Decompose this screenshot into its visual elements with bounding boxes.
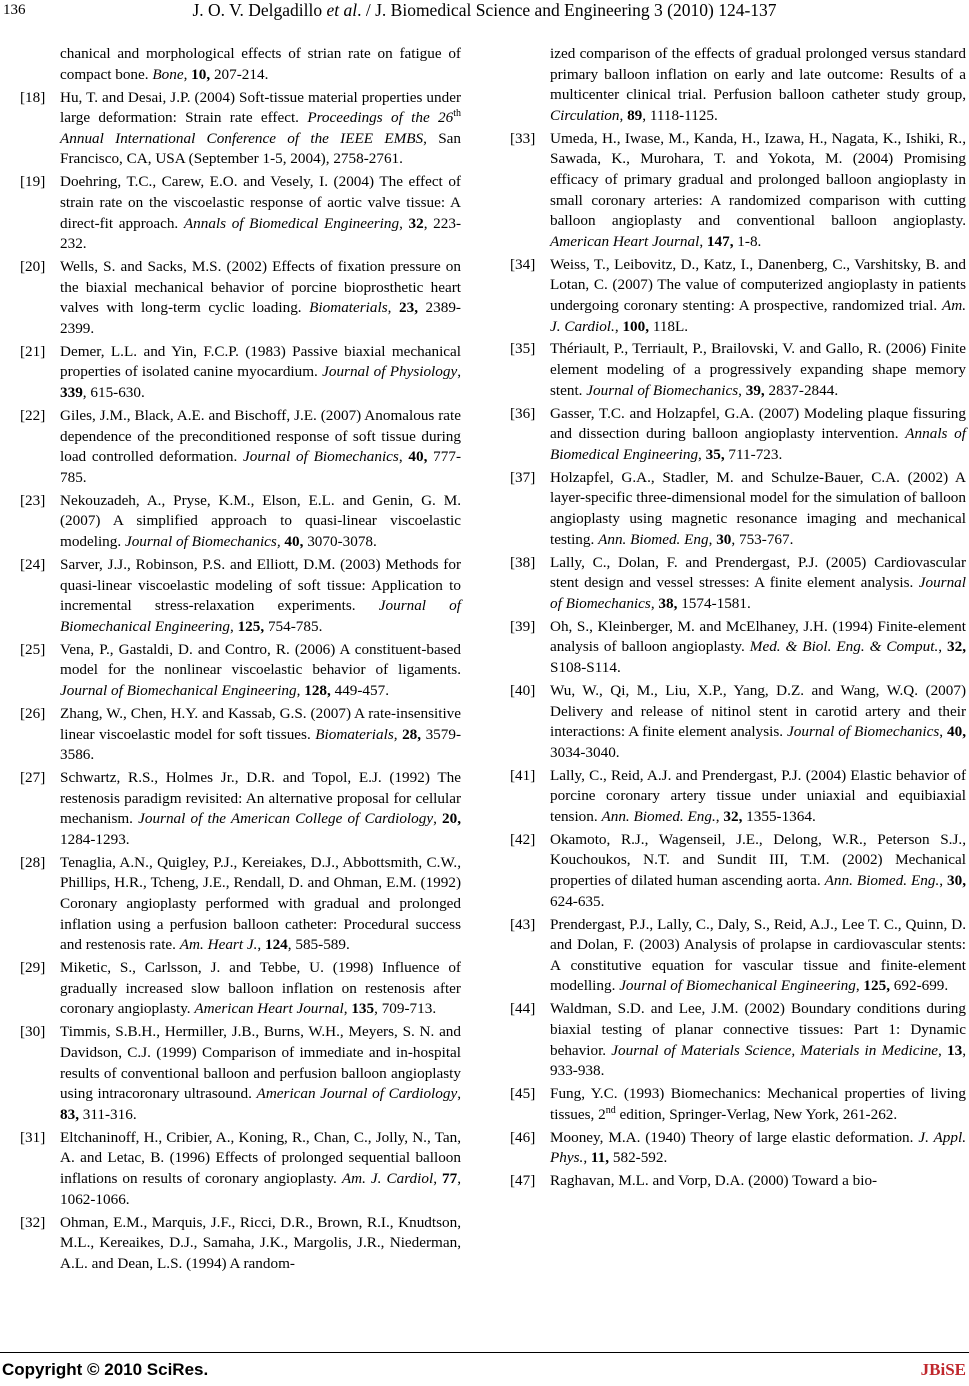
- reference-entry: [20, 257, 461, 339]
- reference-text: 3070-3078.: [303, 533, 377, 550]
- reference-text: ,: [738, 381, 746, 399]
- reference-entry: [510, 766, 966, 828]
- reference-text: ,: [393, 725, 403, 743]
- reference-volume: 128,: [304, 681, 331, 699]
- reference-volume: 39,: [745, 381, 765, 399]
- reference-source: Journal of Biomechanics: [550, 574, 966, 612]
- reference-text: chanical and morphological effects of strian rate on fatigue of compact bone.: [60, 45, 461, 83]
- reference-entry: [510, 468, 966, 550]
- reference-number: [22]: [20, 407, 46, 425]
- reference-entry: [20, 958, 461, 1020]
- reference-text: 777-785.: [60, 448, 461, 486]
- reference-source: Ann. Biomed. Eng.: [824, 872, 940, 890]
- reference-number: [30]: [20, 1023, 46, 1041]
- reference-text: Giles, J.M., Black, A.E. and Bischoff, J.E. (2007) Anomalous rate dependence of the preconditioned response of soft tissue during load controlled deformation.: [60, 407, 461, 466]
- reference-text: Nekouzadeh, A., Pryse, K.M., Elson, E.L. and Genin, G. M. (2007) A simplified approach to quasi-linear viscoelastic modeling.: [60, 491, 461, 550]
- reference-volume: 89: [627, 106, 643, 124]
- reference-entry: [20, 640, 461, 702]
- reference-volume: 32,: [723, 807, 743, 825]
- reference-number: [40]: [510, 681, 536, 699]
- reference-volume: 83,: [60, 1105, 79, 1123]
- reference-volume: 125,: [863, 977, 890, 995]
- reference-text: ,: [938, 1041, 948, 1059]
- reference-number: [36]: [510, 404, 536, 422]
- reference-source: Journal of Materials Science, Materials in Medicine: [611, 1041, 939, 1059]
- reference-number: [32]: [20, 1213, 46, 1231]
- reference-source: American Heart Journal: [550, 232, 700, 250]
- reference-entry: [510, 617, 966, 679]
- references-right-column: [510, 44, 966, 1194]
- reference-number: [34]: [510, 255, 536, 273]
- reference-entry: [20, 342, 461, 404]
- reference-entry: [510, 1128, 966, 1169]
- reference-source: Bone: [152, 65, 184, 83]
- reference-text: Miketic, S., Carlsson, J. and Tebbe, U. (1998) Influence of gradually increased slow balloon inflation on restenosis after coronary angioplasty.: [60, 959, 461, 1018]
- reference-text: Ohman, E.M., Marquis, J.F., Ricci, D.R., Brown, R.I., Knudtson, M.L., Kereaikes, D.J., Samaha, J.K., Margolis, J.R., Niederman, A.L. and Dean, L.S. (1994) A random-: [60, 1213, 461, 1272]
- reference-text: 711-723.: [724, 445, 783, 463]
- reference-entry: [20, 704, 461, 766]
- reference-number: [28]: [20, 853, 46, 871]
- reference-text: S108-S114.: [550, 658, 621, 676]
- reference-text: ,: [614, 317, 623, 335]
- reference-entry: [20, 853, 461, 956]
- reference-source: Journal of Biomechanics,: [124, 533, 281, 550]
- reference-number: [42]: [510, 830, 536, 848]
- reference-text: Prendergast, P.J., Lally, C., Daly, S., Reid, A.J., Lee T. C., Quinn, D. and Dolan, F. (2003) Analysis of prolapse in cardiovascular stents: A constitutive equation for vascular tissue and finite-element modelling.: [550, 915, 966, 995]
- reference-text: 449-457.: [330, 681, 390, 699]
- reference-text: Umeda, H., Iwase, M., Kanda, H., Izawa, H., Nagata, K., Ishiki, R., Sawada, K., Murohara, T. and Yokota, M. (2004) Promising efficacy of primary gradual and prolonged balloon angioplasty in small coronary arteries: A randomized comparison with cutting balloon angioplasty and conventional balloon angioplasty.: [550, 129, 966, 230]
- reference-text: 311-316.: [78, 1105, 137, 1123]
- reference-text: Mooney, M.A. (1940) Theory of large elastic deformation.: [550, 1128, 919, 1146]
- reference-number: [25]: [20, 640, 46, 658]
- reference-entry: [510, 255, 966, 337]
- reference-volume: 30,: [947, 872, 966, 890]
- reference-entry: [20, 1128, 461, 1210]
- reference-number: [26]: [20, 704, 46, 722]
- reference-text: , 753-767.: [731, 530, 794, 548]
- reference-text: Vena, P., Gastaldi, D. and Contro, R. (2006) A constituent-based model for the nonlinear viscoelastic behavior of ligaments.: [60, 640, 461, 679]
- reference-source: Ann. Biomed. Eng.: [601, 807, 716, 825]
- reference-text: , 223-232.: [60, 214, 462, 253]
- reference-text: Raghavan, M.L. and Vorp, D.A. (2000) Toward a bio-: [550, 1172, 878, 1190]
- reference-text: Sarver, J.J., Robinson, P.S. and Elliott, D.M. (2003) Methods for quasi-linear viscoelastic modeling of soft tissue: Application to incremental stress-relaxation experiments.: [60, 555, 461, 615]
- reference-volume: 32: [408, 214, 424, 232]
- reference-volume: 40,: [947, 723, 966, 741]
- reference-text: Lally, C., Dolan, F. and Prendergast, P.J. (2005) Cardiovascular stent design and vessel stresses: A finite element analysis.: [550, 553, 966, 592]
- reference-number: [24]: [20, 555, 46, 573]
- reference-text: Gasser, T.C. and Holzapfel, G.A. (2007) Modeling plaque fissuring and dissection during balloon angioplasty intervention.: [550, 404, 966, 443]
- reference-source: Journal of the American College of Cardiology: [138, 810, 434, 828]
- reference-text: 692-699.: [889, 977, 949, 995]
- reference-source: Am. Heart J.: [179, 936, 258, 954]
- reference-source: American Heart Journal: [194, 1000, 344, 1018]
- reference-source: Circulation: [550, 106, 620, 124]
- reference-text: ,: [619, 106, 628, 124]
- reference-volume: 135: [351, 1000, 375, 1018]
- reference-number: [43]: [510, 915, 536, 933]
- reference-entry: [20, 406, 461, 488]
- journal-logo-text: JBiSE: [920, 1360, 966, 1379]
- reference-source: Journal of Biomechanics: [787, 723, 940, 741]
- reference-text: 3579-3586.: [60, 725, 461, 764]
- reference-entry: [510, 553, 966, 615]
- running-head-journal: . / J. Biomedical Science and Engineering 3 (2010) 124-137: [357, 0, 777, 20]
- reference-text: ,: [296, 681, 305, 699]
- reference-number: [33]: [510, 129, 536, 147]
- reference-text: ,: [583, 1149, 591, 1167]
- reference-source: Annals of Biomedical Engineering: [183, 214, 400, 232]
- reference-number: [38]: [510, 553, 536, 571]
- reference-text: , 933-938.: [550, 1041, 966, 1080]
- reference-text: ,: [699, 232, 707, 250]
- reference-text: ,: [183, 65, 192, 83]
- reference-number: [21]: [20, 342, 46, 360]
- reference-entry: [510, 1084, 966, 1125]
- reference-text: Zhang, W., Chen, H.Y. and Kassab, G.S. (2007) A rate-insensitive linear viscoelastic model for soft tissues.: [60, 704, 461, 743]
- reference-text: Tenaglia, A.N., Quigley, P.J., Kereiakes, D.J., Abbottsmith, C.W., Phillips, H.R., Tcheng, J.E., Rendall, D. and Ohman, E.M. (1992) Coronary angioplasty performed with gradual and prolonged inflation using a perfusion balloon catheter: Procedural success and restenosis rate.: [60, 853, 461, 954]
- reference-text: ,: [398, 448, 409, 466]
- reference-entry: [510, 1171, 966, 1192]
- reference-entry: [20, 768, 461, 850]
- reference-text: , 1062-1066.: [60, 1169, 461, 1208]
- reference-text: edition, Springer-Verlag, New York, 261-262.: [615, 1105, 898, 1123]
- reference-number: [44]: [510, 1000, 536, 1018]
- reference-text: ,: [698, 445, 706, 463]
- reference-text: 2389-2399.: [60, 299, 461, 337]
- reference-entry: [20, 172, 461, 254]
- reference-text: 3034-3040.: [550, 743, 620, 761]
- reference-number: [31]: [20, 1128, 46, 1146]
- reference-text: 118L.: [649, 317, 689, 335]
- reference-number: [47]: [510, 1172, 536, 1190]
- reference-source: Journal of Biomechanical Engineering: [60, 681, 297, 699]
- reference-text: ,: [938, 638, 948, 656]
- reference-continuation: [20, 44, 461, 85]
- reference-entry: [20, 555, 461, 637]
- reference-number: [19]: [20, 173, 46, 191]
- reference-volume: 100,: [622, 317, 650, 335]
- reference-text: ,: [939, 723, 947, 741]
- reference-text: Oh, S., Kleinberger, M. and McElhaney, J.H. (1994) Finite-element analysis of balloon angioplasty.: [550, 617, 966, 656]
- reference-text: ,: [855, 977, 864, 995]
- reference-volume: 11,: [590, 1149, 610, 1167]
- reference-text: Wells, S. and Sacks, M.S. (2002) Effects of fixation pressure on the biaxial mechanical behavior of porcine bioprosthetic heart valves with long-term cyclic loading.: [60, 258, 461, 317]
- reference-text: ,: [399, 214, 409, 232]
- reference-number: [41]: [510, 766, 536, 784]
- reference-entry: [510, 404, 966, 466]
- reference-entry: [20, 88, 461, 170]
- reference-volume: 35,: [705, 445, 725, 463]
- reference-text: th: [453, 108, 461, 120]
- reference-text: , 709-713.: [374, 1000, 437, 1018]
- reference-number: [46]: [510, 1128, 536, 1146]
- reference-entry: [20, 1022, 461, 1125]
- reference-entry: [510, 129, 966, 253]
- reference-volume: 40,: [408, 448, 428, 466]
- reference-text: ,: [433, 810, 443, 828]
- reference-text: Doehring, T.C., Carew, E.O. and Vesely, I. (2004) The effect of strain rate on the viscoelastic response of aortic valve tissue: A direct-fit approach.: [60, 173, 461, 232]
- reference-number: [20]: [20, 258, 46, 276]
- reference-number: [37]: [510, 468, 536, 486]
- reference-source: Journal of Physiology: [322, 363, 458, 381]
- reference-text: Okamoto, R.J., Wagenseil, J.E., Delong, W.R., Peterson S.J., Kouchoukos, N.T. and Sundit III, T.M. (2002) Mechanical properties of dilated human ascending aorta.: [550, 830, 966, 890]
- reference-source: Am. J. Cardiol.: [550, 296, 966, 335]
- reference-entry: [510, 915, 966, 997]
- reference-text: Demer, L.L. and Yin, F.C.P. (1983) Passive biaxial mechanical properties of isolated canine myocardium.: [60, 342, 461, 381]
- reference-text: ,: [257, 936, 265, 954]
- reference-volume: 20,: [442, 810, 462, 828]
- reference-text: Lally, C., Reid, A.J. and Prendergast, P.J. (2004) Elastic behavior of porcine coronary artery tissue under uniaxial and equibiaxial tension.: [550, 766, 966, 825]
- reference-volume: 38,: [658, 594, 678, 612]
- reference-text: 624-635.: [550, 892, 605, 910]
- reference-text: ,: [457, 363, 461, 381]
- reference-number: [35]: [510, 340, 536, 358]
- reference-source: Annual International Conference of the IEEE EMBS: [60, 129, 424, 147]
- reference-volume: 77: [442, 1169, 458, 1187]
- reference-text: Thériault, P., Terriault, P., Brailovski, V. and Gallo, R. (2006) Finite element modeling of a progressively expanding shape memory stent.: [550, 340, 966, 399]
- footer-divider: [0, 1352, 969, 1353]
- reference-text: Wu, W., Qi, M., Liu, X.P., Yang, D.Z. and Wang, W.Q. (2007) Delivery and release of nitinol stent in carotid artery and their interactions: A finite element analysis.: [550, 681, 966, 741]
- reference-number: [23]: [20, 491, 46, 509]
- reference-volume: 28,: [402, 725, 422, 743]
- reference-text: ,: [939, 872, 948, 890]
- reference-text: Weiss, T., Leibovitz, D., Katz, I., Danenberg, C., Varshitsky, B. and Lotan, C. (2007) The value of computerized angioplasty in patients undergoing coronary stenting: A prospective, randomized trial.: [550, 255, 966, 314]
- reference-text: ized comparison of the effects of gradual prolonged versus standard primary balloon inflation on early and late outcome: Results of a multicenter clinical trial. Perfusion balloon catheter study group,: [550, 45, 966, 104]
- reference-text: Waldman, S.D. and Lee, J.M. (2002) Boundary conditions during biaxial testing of planar connective tissues: Part 1: Dynamic behavior.: [550, 1000, 966, 1059]
- running-head-authors: J. O. V. Delgadillo: [192, 0, 327, 20]
- reference-volume: 125,: [237, 617, 265, 635]
- reference-volume: 147,: [706, 232, 734, 250]
- reference-text: 1574-1581.: [677, 594, 751, 612]
- reference-source: Annals of Biomedical Engineering: [550, 425, 966, 463]
- reference-volume: 30: [716, 530, 732, 548]
- reference-text: 2837-2844.: [764, 381, 839, 399]
- reference-source: J. Appl. Phys.: [550, 1128, 966, 1167]
- reference-number: [18]: [20, 88, 46, 106]
- reference-source: Journal of Biomechanical Engineering: [619, 977, 856, 995]
- reference-entry: [510, 830, 966, 912]
- reference-volume: 124: [264, 936, 288, 954]
- reference-continuation: [510, 44, 966, 126]
- copyright-notice: Copyright © 2010 SciRes.: [2, 1360, 209, 1379]
- reference-source: Ann. Biomed. Eng: [598, 530, 709, 548]
- reference-text: 1284-1293.: [60, 830, 130, 848]
- reference-text: 582-592.: [609, 1149, 668, 1167]
- reference-source: Biomaterials: [315, 725, 394, 743]
- references-left-column: [20, 44, 461, 1277]
- reference-entry: [510, 999, 966, 1081]
- reference-text: ,: [343, 1000, 352, 1018]
- reference-entry: [20, 491, 461, 553]
- reference-text: ,: [433, 1169, 443, 1187]
- reference-source: Journal of Biomechanics: [243, 448, 399, 466]
- reference-text: ,: [650, 594, 659, 612]
- reference-entry: [510, 339, 966, 401]
- reference-volume: 13: [947, 1041, 963, 1059]
- page-number: 136: [3, 2, 26, 18]
- reference-text: 1355-1364.: [742, 807, 816, 825]
- reference-source: American Journal of Cardiology: [256, 1085, 458, 1103]
- reference-text: Hu, T. and Desai, J.P. (2004) Soft-tissue material properties under large deformation: Strain rate effect.: [60, 88, 461, 127]
- reference-entry: [20, 1213, 461, 1275]
- reference-source: Journal of Biomechanical Engineering: [60, 597, 462, 635]
- reference-volume: 339: [60, 384, 83, 402]
- reference-text: ,: [387, 299, 399, 317]
- reference-volume: 23,: [399, 299, 418, 317]
- reference-number: [29]: [20, 959, 46, 977]
- reference-text: 207-214.: [210, 65, 269, 83]
- reference-text: , 1118-1125.: [642, 106, 718, 124]
- reference-text: ,: [715, 807, 724, 825]
- reference-text: ,: [457, 1085, 461, 1103]
- reference-source: Journal of Biomechanics: [586, 381, 739, 399]
- reference-text: 1-8.: [733, 232, 762, 250]
- reference-source: Med. & Biol. Eng. & Comput.: [749, 638, 939, 656]
- reference-text: , 585-589.: [287, 936, 350, 954]
- reference-number: [45]: [510, 1085, 536, 1103]
- reference-number: [39]: [510, 617, 536, 635]
- reference-source: Am. J. Cardiol: [341, 1169, 434, 1187]
- running-head: [0, 0, 969, 21]
- reference-volume: 40,: [284, 533, 304, 550]
- reference-text: ,: [708, 530, 717, 548]
- reference-volume: 32,: [947, 638, 967, 656]
- reference-volume: 10,: [191, 65, 211, 83]
- reference-source: Proceedings of the 26: [307, 109, 454, 127]
- reference-text: Holzapfel, G.A., Stadler, M. and Schulze-Bauer, C.A. (2002) A layer-specific three-dimensional model for the simulation of balloon angioplasty using magnetic resonance imaging and mechanical testing.: [550, 468, 966, 548]
- reference-text: , San Francisco, CA, USA (September 1-5, 2004), 2758-2761.: [60, 129, 461, 168]
- reference-text: nd: [605, 1104, 616, 1116]
- reference-text: ,: [229, 617, 238, 635]
- reference-source: Biomaterials: [309, 299, 388, 317]
- reference-number: [27]: [20, 769, 46, 787]
- reference-entry: [510, 681, 966, 763]
- reference-text: Schwartz, R.S., Holmes Jr., D.R. and Topol, E.J. (1992) The restenosis paradigm revisited: An alternative proposal for cellular mechanism.: [60, 769, 461, 828]
- reference-text: Fung, Y.C. (1993) Biomechanics: Mechanical properties of living tissues, 2: [550, 1085, 966, 1123]
- running-head-etal: et al: [326, 0, 358, 20]
- reference-text: , 615-630.: [82, 384, 145, 402]
- reference-text: 754-785.: [264, 617, 323, 635]
- reference-text: Timmis, S.B.H., Hermiller, J.B., Burns, W.H., Meyers, S. N. and Davidson, C.J. (1999) Comparison of immediate and in-hospital results of conventional balloon and perfusion balloon angioplasty using intracoronary ultrasound.: [60, 1023, 461, 1103]
- reference-text: Eltchaninoff, H., Cribier, A., Koning, R., Chan, C., Jolly, N., Tan, A. and Letac, B. (1996) Effects of prolonged sequential balloon inflations on results of coronary angioplasty.: [60, 1128, 461, 1187]
